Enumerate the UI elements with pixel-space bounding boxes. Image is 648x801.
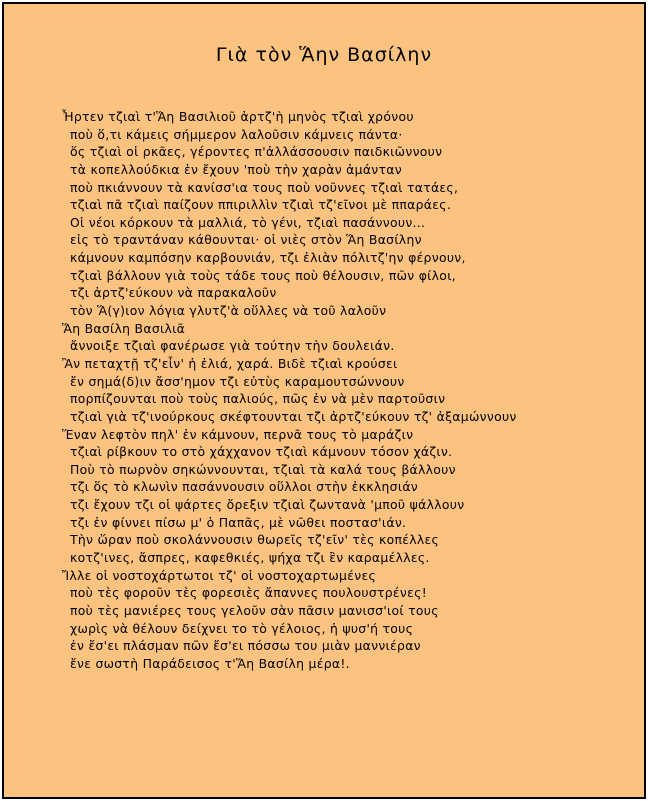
poem-line: Οἱ νέοι κόρκουν τὰ μαλλιά, τὸ γένι, τζιαὶ πασάννουν...	[70, 214, 426, 230]
poem-line: ἐν ἔσ'ει πλάσμαν πῶν ἔσ'ει πόσσω του μιὰν μαννιέραν	[70, 638, 421, 654]
poem-line: τζιαὶ ρίβκουν το στὸ χάχχανον τζιαὶ κάμνουν τόσον χάζιν.	[70, 444, 453, 460]
poem-line: εἰς τὸ τραντάναν κάθουνται· οἱ νιὲς στὸν Ἅη Βασίλην	[70, 232, 422, 248]
poem-line: Ποὺ τὸ πωρνὸν σηκώννουνται, τζιαὶ τὰ καλά τους βάλλουν	[70, 461, 456, 477]
poem-line: Ἦρτεν τζιαὶ τ'Ἅη Βασιλιοῦ ἀρτζ'ὴ μηνὸς τζιαὶ χρόνου	[62, 109, 414, 124]
poem-line: ἄννοιξε τζιαὶ φανέρωσε γιὰ τούτην τὴν δουλειάν.	[70, 338, 395, 354]
poem-line: Ἕναν λεφτὸν πηλ' ἐν κάμνουν, περνᾶ τους τὸ μαράζιν	[62, 426, 414, 442]
poem-line: ἔν σημά(δ)ιν ἄσσ'ημον τζι εὐτὺς καραμουτσώννουν	[70, 373, 405, 389]
poem-line: Τὴν ὥραν ποὺ σκολάννουσιν θωρεῖς τζ'εῖν' τὲς κοπέλλες	[70, 532, 440, 548]
poem-line: ὅς τζιαὶ οἱ ρκᾶες, γέροντες π'ἀλλάσσουσιν παιδκιῶννουν	[70, 144, 443, 160]
poem-line: τὰ κοπελλούδκια ἐν ἔχουν 'ποὺ τὴν χαρὰν ἀμάνταν	[70, 161, 402, 177]
poem-line: ἔνε σωστὴ Παράδεισος τ'Ἅη Βασίλη μέρα!.	[70, 655, 350, 671]
poem-line: κοτζ'ινες, ἄσπρες, καφεθκιές, ψήχα τζι ἒν καραμέλλες.	[70, 550, 430, 566]
poem-line: κάμνουν καμπόσην καρβουνιάν, τζι ἐλιὰν πόλιτζ'ην φέρνουν,	[70, 250, 466, 266]
poem-line: τζιαὶ γιὰ τζ'ινούρκους σκέφτουνται τζι ἀρτζ'εύκουν τζ' ἀξαμώννουν	[70, 408, 517, 424]
poem-line: ποὺ πκιάννουν τὰ κανίσσ'ια τους ποὺ νοῦννες τζιαὶ τατάες,	[70, 179, 459, 195]
poem-line: ποὺ τὲς φοροῦν τὲς φορεσιὲς ἄπαννες πουλουστρένες!	[70, 585, 427, 601]
poem-line: χωρὶς νὰ θέλουν δείχνει το τὸ γέλοιος, ἡ ψυσ'ή τους	[70, 620, 414, 636]
poem-title: Γιὰ τὸν Ἅην Βασίλην	[215, 44, 433, 66]
poem-line: Ἅη Βασίλη Βασιλιᾶ	[62, 320, 186, 336]
poem-line: τζιαὶ βάλλουν γιὰ τοὺς τάδε τους ποὺ θέλουσιν, πῶν φίλοι,	[70, 267, 456, 283]
poem-line: τὸν Ἅ(γ)ιον λόγια γλυτζ'ὰ οὕλλες νὰ τοῦ λαλοῦν	[70, 303, 387, 319]
poem-line: Ἴλλε οἱ νοστοχάρτωτοι τζ' οἱ νοστοχαρτωμένες	[62, 567, 377, 583]
poem-line: τζι ὅς τὸ κλωνὶν πασάννουσιν οὕλλοι στὴν ἐκκλησιάν	[70, 479, 419, 495]
poem-line: ποὺ τὲς μανιέρες τους γελοῦν σὰν πᾶσιν μανισσ'ιοί τους	[70, 602, 439, 618]
poem-line: πορπίζουνται ποὺ τοὺς παλιούς, πῶς ἐν νὰ μὲν παρτοῦσιν	[70, 391, 446, 407]
poem-line: τζιαὶ πᾶ τζιαὶ παίζουν ππιριλλὶν τζιαὶ τζ'εῖνοι μὲ ππαράες.	[70, 197, 452, 213]
poem-line: τζι ἐν φίννει πίσω μ' ὁ Παπᾶς, μὲ νῶθει ποστασ'ιάν.	[70, 514, 407, 530]
poem-line: τζι ἔχουν τζι οἱ ψάρτες ὄρεξιν τζιαὶ ζωντανὰ 'μποῦ ψάλλουν	[70, 497, 465, 513]
poem-body	[62, 108, 642, 673]
poem-page	[2, 2, 646, 799]
poem-line: τζι ἀρτζ'εύκουν νὰ παρακαλοῦν	[70, 285, 277, 301]
poem-line: ποὺ ὅ,τι κάμεις σήμμερον λαλοῦσιν κάμνεις πάντα·	[70, 126, 403, 142]
poem-line: Ἂν πεταχτῇ τζ'εἶν' ἡ ἐλιά, χαρά. Βιδὲ τζιαὶ κρούσει	[62, 355, 398, 371]
